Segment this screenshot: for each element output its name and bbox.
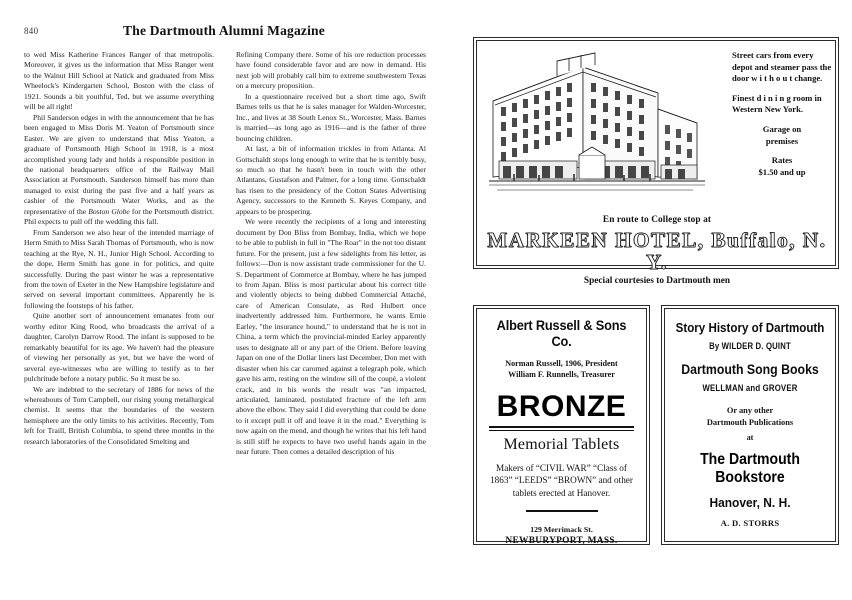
hotel-garage-copy: [732, 124, 832, 147]
hotel-garage-line-2: premises: [765, 135, 799, 146]
paragraph: [24, 385, 214, 448]
bookstore-at-word: at: [746, 433, 754, 442]
article-columns: [24, 50, 426, 570]
paragraph-text-cont: for the Portsmouth district. Phil expects to pull off the wedding this fall.: [24, 206, 214, 227]
bronze-headline: BRONZE: [496, 390, 627, 423]
paragraph-text: Quite another sort of announcement emanates from our worthy editor King Rood, who broadcasts the arrival of a daughter, Carolyn Darrow Rood. The infant is supposed to be remarkably beautiful for its age. We haven't had the pleasure of viewing her personally as yet, but we have the word of several eye-witnesses who are willing to testify as to her pulchritude before a notary public. So it must be so.: [24, 311, 214, 384]
hotel-ad-body: [479, 43, 835, 213]
page-number: 840: [24, 26, 39, 36]
hotel-ad-footer: [479, 215, 835, 286]
running-head: [24, 23, 424, 41]
hotel-streetcars-copy: Street cars from every depot and steamer pass the door w i t h o u t change.: [732, 50, 832, 84]
paragraph-text: In a questionnaire received but a short time ago, Swift Barnes tells us that he is sales manager for Walden-Worcester, Inc., and lives at 38 South Lenox St., Worcester, Mass. Barnes is married—as long ago as 1916—and is the father of three bouncing children.: [236, 91, 426, 143]
paragraph-text: Phil Sanderson edges in with the announcement that he has been engaged to Miss Doris M. Yeaton of Portsmouth since Easter. We are given to understand that Miss Yeaton, a graduate of Portsmouth High School in 1918, is a most accomplished young lady and holds a responsible position in the national headquarters office of the Railway Mail Association at Portsmouth. Sanderson himself has more than managed to exist during the past five and a half years as cashier of the Portsmouth Water Works, and as the representative of the: [24, 112, 214, 216]
bronze-makers-copy: Makers of “CIVIL WAR” “Class of 1863” “LEEDS” “BROWN” and other tablets erected at Hanover.: [490, 463, 633, 498]
bronze-officers: [479, 358, 644, 380]
paragraph-text: From Sanderson we also hear of the intended marriage of Herm Smith to Miss Sarah Thomas of Portsmouth, who is now teaching at the Rye, N. H., Junior High School. According to the dope, Herm Smith has gone in for politics, and quite successfully. During the past winter he was a representative from the town of Exeter in the New Hampshire legislature and served on several important committees. Apparently he is following the footsteps of his father.: [24, 227, 215, 310]
paragraph: [236, 217, 426, 457]
bronze-subhead: Memorial Tablets: [503, 436, 620, 453]
bronze-address: [479, 524, 644, 547]
bronze-officer-treasurer: William F. Runnells, Treasurer: [508, 370, 615, 379]
paragraph-text: At last, a bit of information trickles in from Atlanta. Al Gottschaldt stops long enough to write that he is terribly busy, so much so that he hasn't been in touch with the other Atlantans, Gustafson and Palmer, for a long time. Gottschaldt has risen to the presidency of the Cotton States Advertising Agency, successors to the Kenneth S. Keyes Company, and appears to be prospering.: [236, 144, 426, 216]
ad-bronze-inner: [479, 311, 644, 546]
ad-dartmouth-bookstore[interactable]: [661, 305, 839, 545]
paragraph-text: to wed Miss Katherine Frances Ranger of that metropolis. Moreover, it gives us the information that Miss Ranger went to the Walnut Hill School at Natick and graduated from Miss Wheelock's Kindergarten School, Boston with the class of 1921. Sounds a bit youthful, Ted, but we assume everything will be all right!: [24, 50, 214, 112]
paragraph: [236, 92, 426, 144]
bookstore-author-quint: By WILDER D. QUINT: [709, 341, 791, 351]
bronze-double-rule: [489, 426, 634, 431]
paragraph-text: We are indebted to the secretary of 1886 for news of the whereabouts of Tom Campbell, our rising young metallurgical chemist. It seems that the boundaries of the western hemisphere are the only limits to his activities. Recently, Tom left for Traill, British Columbia, to spend three months in the research laboratories of the Consolidated Smelting and: [24, 384, 214, 446]
paragraph: [236, 144, 426, 217]
paragraph: [24, 228, 214, 312]
bronze-company-name: Albert Russell & Sons Co.: [496, 318, 627, 350]
paragraph: [236, 50, 426, 92]
hotel-dining-copy: Finest d i n i n g room in Western New York.: [732, 92, 822, 115]
ad-bookstore-inner: [667, 311, 833, 539]
paragraph-text: We were recently the recipients of a long and interesting document by Don Bliss from Bombay, India, which we hope to be able to publish in full in "The Roar" in the not too distant future. For the present, just a few sidelights from his letter, as follows:—Don is now assistant trade commissioner for the U. S. Department of Commerce at Bombay, where he has jumped to from Japan. Bliss is most particular about his correct title and violently objects to being dubbed Commercial Attaché, care of American Consulate, as Red Hulbert once inadvertently addressed him. Furthermore, he wants Ernie Earley, "the insurance hound," to understand that he is not in China, a term which the provincial-minded Earley apparently uses to designate all or any part of the Orient. Before leaving Japan on one of the Dollar liners last December, Don met with disaster when his car caromed against a telegraph pole, which gave his arm, resting on the window sill of the coupé, a violent crack, and in his words the result was "an impacted, articulated, laminated, postulated fracture of the left arm above the elbow. They said I did everything that could be done to it except pull it off and leave it in the road." Everything is now again on the mend, and though he writes that his left hand is still stiff he expects to have two useful hands again in the near future. Then comes a detailed description of his: [236, 217, 426, 457]
bookstore-proprietor: A. D. STORRS: [720, 518, 780, 528]
bronze-divider-rule: [526, 510, 598, 512]
hotel-rates-label: Rates: [771, 155, 793, 166]
bookstore-dartmouth-publications: Dartmouth Publications: [706, 418, 794, 427]
advertisements-page: [445, 0, 852, 600]
bookstore-other-publications: [667, 405, 833, 429]
hotel-rates-copy: [732, 155, 832, 178]
article-column-left: [24, 50, 214, 447]
bookstore-town: Hanover, N. H.: [709, 495, 791, 510]
hotel-side-copy: [732, 50, 832, 186]
hotel-enroute-line: En route to College stop at: [602, 215, 712, 225]
bookstore-title-story-history: Story History of Dartmouth: [675, 321, 825, 335]
ad-markeen-hotel-inner: [479, 43, 833, 287]
hotel-garage-line-1: Garage on: [762, 123, 802, 134]
hotel-name-headline: MARKEEN HOTEL, Buffalo, N. Y.: [487, 228, 827, 275]
paragraph: [24, 50, 214, 113]
bronze-street-address: 129 Merrimack St.: [530, 525, 593, 535]
markeen-hotel-building-engraving-icon: [483, 49, 723, 207]
bookstore-or-any-other: Or any other: [726, 406, 774, 415]
italic-publication-name: Boston Globe: [88, 206, 130, 216]
paragraph-text: Refining Company there. Some of his ore reduction processes have found considerable favor and are now in demand. His next job will probably call him to extreme southwestern Texas on a mercury proposition.: [236, 50, 426, 91]
magazine-title: The Dartmouth Alumni Magazine: [123, 23, 325, 38]
bookstore-authors-wellman-grover: WELLMAN and GROVER: [702, 383, 798, 393]
article-column-right: [236, 50, 426, 458]
ad-markeen-hotel[interactable]: [473, 37, 839, 287]
bookstore-name: The Dartmouth Bookstore: [700, 451, 800, 486]
bookstore-title-song-books: Dartmouth Song Books: [681, 362, 819, 377]
hotel-rates-value: $1.50 and up: [758, 166, 806, 177]
hotel-courtesy-line: Special courtesies to Dartmouth men: [583, 276, 731, 287]
bronze-city-address: NEWBURYPORT, MASS.: [505, 535, 618, 546]
paragraph: [24, 113, 214, 228]
bronze-officer-president: Norman Russell, 1906, President: [505, 359, 618, 368]
ad-albert-russell-bronze[interactable]: [473, 305, 650, 545]
paragraph: [24, 311, 214, 384]
